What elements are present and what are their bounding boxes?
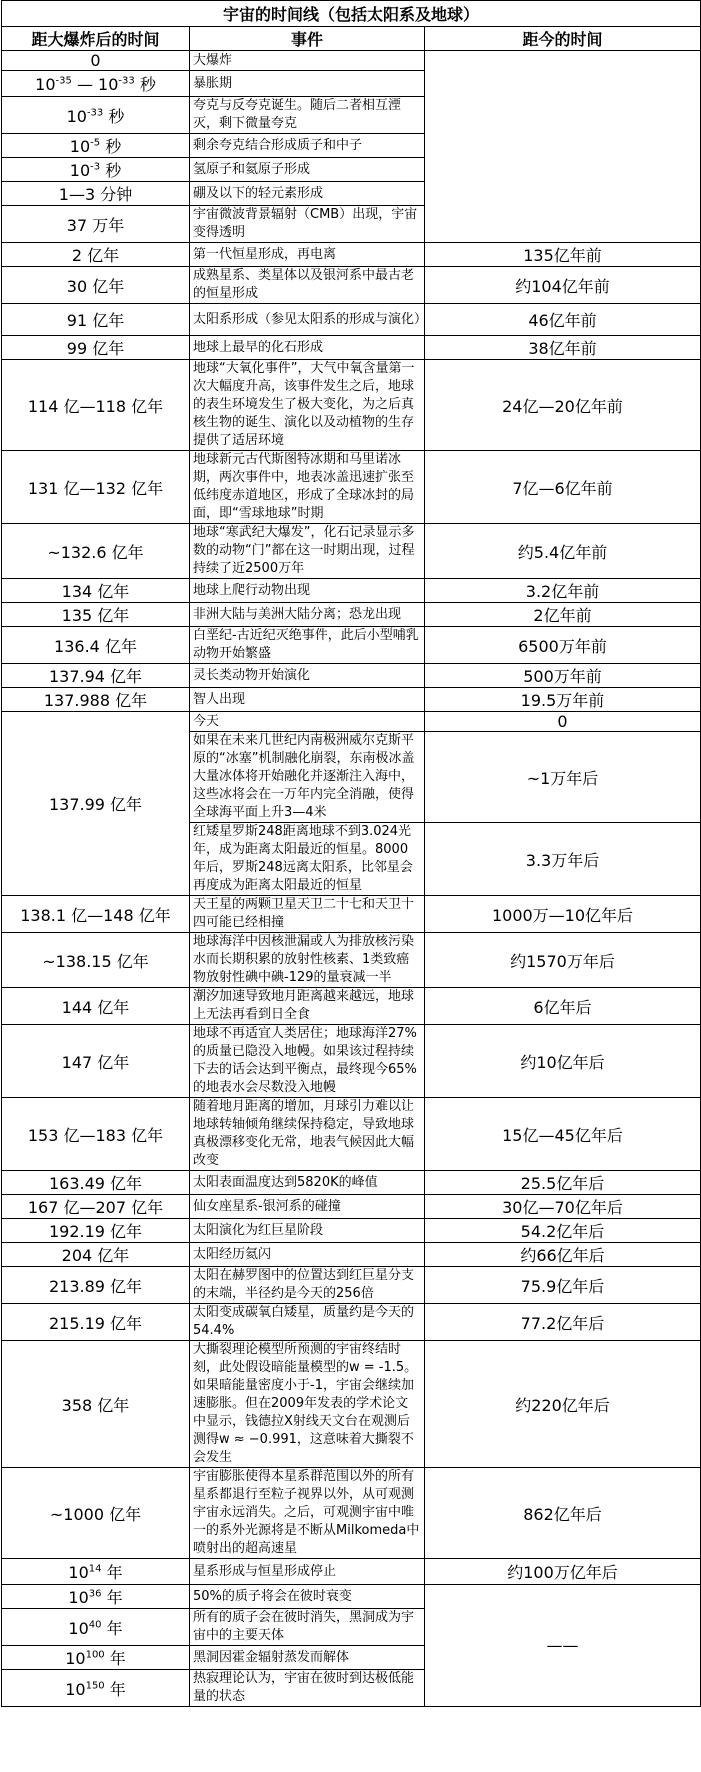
table-row	[2, 336, 701, 360]
time-after-big-bang-cell	[2, 134, 190, 158]
header-time-from-now: 距今的时间	[425, 27, 701, 51]
time-from-now-cell: 2亿年前	[425, 603, 701, 627]
event-cell: 地球海洋中因核泄漏或人为排放核污染水而长期积累的放射性核素、1类致癌物放射性碘中碘-129的量衰减一半	[190, 933, 425, 988]
header-row	[2, 27, 701, 51]
event-cell: 大爆炸	[190, 51, 425, 71]
table-row	[2, 712, 701, 732]
time-from-now-cell: 6500万年前	[425, 627, 701, 664]
table-row	[2, 524, 701, 579]
time-from-now-cell: 77.2亿年后	[425, 1304, 701, 1341]
time-unit: 年	[101, 1563, 123, 1582]
time-after-big-bang-cell: 138.1 亿—148 亿年	[2, 896, 190, 933]
time-from-now-cell: 15亿—45亿年后	[425, 1098, 701, 1171]
time-exponent: 100	[85, 1649, 105, 1661]
time-after-big-bang-cell: 213.89 亿年	[2, 1267, 190, 1304]
time-after-big-bang-cell: 0	[2, 51, 190, 71]
time-exponent: 14	[88, 1563, 102, 1575]
time-base: 10	[35, 75, 56, 94]
time-after-big-bang-cell	[2, 1646, 190, 1670]
time-base: 10	[69, 161, 91, 180]
table-row	[2, 451, 701, 524]
time-from-now-cell: 约100万亿年后	[425, 1559, 701, 1585]
table-row	[2, 1304, 701, 1341]
event-cell: 大撕裂理论模型所预测的宇宙终结时刻，此处假设暗能量模型的w = -1.5。如果暗能量密度小于-1，宇宙会继续加速膨胀。但在2009年发表的学术论文中显示，钱德拉X射线天文台在观测后测得w ≈ −0.991，这意味着大撕裂不会发生	[190, 1341, 425, 1468]
table-row	[2, 579, 701, 603]
table-row	[2, 360, 701, 451]
table-row	[2, 988, 701, 1025]
time-after-big-bang-cell: 147 亿年	[2, 1025, 190, 1098]
time-from-now-cell: 30亿—70亿年后	[425, 1195, 701, 1219]
event-cell: 非洲大陆与美洲大陆分离；恐龙出现	[190, 603, 425, 627]
time-exponent: -3	[90, 161, 101, 173]
time-after-big-bang-cell: 30 亿年	[2, 267, 190, 304]
event-cell: 随着地月距离的增加，月球引力难以让地球转轴倾角继续保持稳定，导致地球真极漂移变化无常，地表气候因此大幅改变	[190, 1098, 425, 1171]
time-after-big-bang-cell	[2, 1559, 190, 1585]
time-from-now-cell: 862亿年后	[425, 1468, 701, 1559]
time-after-big-bang-cell	[2, 1585, 190, 1609]
event-cell: 太阳经历氦闪	[190, 1243, 425, 1267]
time-base: 10	[68, 1618, 89, 1638]
time-base: 10	[66, 106, 87, 126]
time-after-big-bang-cell: 163.49 亿年	[2, 1171, 190, 1195]
table-row	[2, 1243, 701, 1267]
time-after-big-bang-cell: 99 亿年	[2, 336, 190, 360]
event-cell: 地球不再适宜人类居住；地球海洋27%的质量已隐没入地幔。如果该过程持续下去的话会达到平衡点，最终现今65%的地表水会尽数没入地幔	[190, 1025, 425, 1098]
time-from-now-cell: 135亿年前	[425, 243, 701, 267]
event-cell: 黑洞因霍金辐射蒸发而解体	[190, 1646, 425, 1670]
event-cell: 红矮星罗斯248距离地球不到3.024光年，成为距离太阳最近的恒星。8000年后，罗斯248远离太阳系，比邻星会再度成为距离太阳最近的恒星	[190, 823, 425, 896]
time-unit: 秒	[100, 161, 122, 180]
table-row	[2, 304, 701, 336]
time-after-big-bang-cell: ~132.6 亿年	[2, 524, 190, 579]
time-unit: 秒	[103, 106, 125, 126]
table-row	[2, 267, 701, 304]
event-cell: 智人出现	[190, 688, 425, 712]
time-middle: — 10	[71, 75, 119, 94]
event-cell: 第一代恒星形成，再电离	[190, 243, 425, 267]
table-row	[2, 1341, 701, 1468]
time-from-now-cell: 38亿年前	[425, 336, 701, 360]
time-from-now-cell: 54.2亿年后	[425, 1219, 701, 1243]
time-after-big-bang-cell: 204 亿年	[2, 1243, 190, 1267]
event-cell: 太阳表面温度达到5820K的峰值	[190, 1171, 425, 1195]
table-row	[2, 1468, 701, 1559]
event-cell: 天王星的两颗卫星天卫二十七和天卫十四可能已经相撞	[190, 896, 425, 933]
table-row	[2, 243, 701, 267]
time-after-big-bang-cell: 192.19 亿年	[2, 1219, 190, 1243]
time-after-big-bang-cell	[2, 71, 190, 97]
table-row	[2, 1171, 701, 1195]
table-row	[2, 1219, 701, 1243]
time-from-now-cell: 3.3万年后	[425, 823, 701, 896]
table-row	[2, 664, 701, 688]
event-cell: 硼及以下的轻元素形成	[190, 182, 425, 206]
time-from-now-cell: ——	[425, 1585, 701, 1707]
time-exponent: 36	[88, 1588, 102, 1600]
time-from-now-cell: 25.5亿年后	[425, 1171, 701, 1195]
time-from-now-cell	[425, 51, 701, 243]
event-cell: 地球“大氧化事件”，大气中氧含量第一次大幅度升高，该事件发生之后，地球的表生环境发生了极大变化，为之后真核生物的诞生、演化以及动植物的生存提供了适居环境	[190, 360, 425, 451]
time-from-now-cell: 0	[425, 712, 701, 732]
time-after-big-bang-cell: 167 亿—207 亿年	[2, 1195, 190, 1219]
event-cell: 热寂理论认为，宇宙在彼时到达极低能量的状态	[190, 1670, 425, 1707]
time-from-now-cell: 3.2亿年前	[425, 579, 701, 603]
timeline-table	[1, 0, 701, 1707]
time-after-big-bang-cell: 2 亿年	[2, 243, 190, 267]
time-after-big-bang-cell: 91 亿年	[2, 304, 190, 336]
event-cell: 太阳演化为红巨星阶段	[190, 1219, 425, 1243]
table-title: 宇宙的时间线（包括太阳系及地球）	[2, 1, 701, 27]
event-cell: 地球“寒武纪大爆发”，化石记录显示多数的动物“门”都在这一时期出现，过程持续了近2500万年	[190, 524, 425, 579]
time-exponent: 150	[85, 1680, 105, 1692]
time-after-big-bang-cell	[2, 1670, 190, 1707]
event-cell: 今天	[190, 712, 425, 732]
time-after-big-bang-cell: 135 亿年	[2, 603, 190, 627]
time-base: 10	[68, 1563, 89, 1582]
time-after-big-bang-cell: ~138.15 亿年	[2, 933, 190, 988]
time-after-big-bang-cell: 114 亿—118 亿年	[2, 360, 190, 451]
event-cell: 太阳系形成（参见太阳系的形成与演化）	[190, 304, 425, 336]
time-from-now-cell: 约1570万年后	[425, 933, 701, 988]
time-after-big-bang-cell: 1—3 分钟	[2, 182, 190, 206]
table-row	[2, 688, 701, 712]
time-unit: 秒	[134, 75, 156, 94]
time-unit: 年	[101, 1618, 123, 1638]
time-from-now-cell: 约66亿年后	[425, 1243, 701, 1267]
time-unit: 年	[104, 1649, 126, 1668]
table-row	[2, 1559, 701, 1585]
time-exponent: 40	[88, 1619, 102, 1631]
event-cell: 星系形成与恒星形成停止	[190, 1559, 425, 1585]
event-cell: 地球上最早的化石形成	[190, 336, 425, 360]
table-row	[2, 627, 701, 664]
event-cell: 潮汐加速导致地月距离越来越远，地球上无法再看到日全食	[190, 988, 425, 1025]
time-from-now-cell: 46亿年前	[425, 304, 701, 336]
event-cell: 太阳在赫罗图中的位置达到红巨星分支的末端，半径约是今天的256倍	[190, 1267, 425, 1304]
event-cell: 宇宙膨胀使得本星系群范围以外的所有星系都退行至粒子视界以外，从可观测宇宙永远消失。之后，可观测宇宙中唯一的系外光源将是不断从Milkomeda中喷射出的超高速星	[190, 1468, 425, 1559]
time-after-big-bang-cell	[2, 97, 190, 134]
time-after-big-bang-cell: 137.94 亿年	[2, 664, 190, 688]
time-after-big-bang-cell: 136.4 亿年	[2, 627, 190, 664]
table-row	[2, 603, 701, 627]
table-row	[2, 1585, 701, 1609]
time-from-now-cell: 1000万—10亿年后	[425, 896, 701, 933]
time-from-now-cell: 24亿—20亿年前	[425, 360, 701, 451]
time-after-big-bang-cell: 144 亿年	[2, 988, 190, 1025]
event-cell: 如果在未来几世纪内南极洲威尔克斯平原的“冰塞”机制融化崩裂，东南极冰盖大量冰体将开始融化并逐渐注入海中，这些冰将会在一万年内完全消融，使得全球海平面上升3—4米	[190, 732, 425, 823]
table-row	[2, 51, 701, 71]
time-from-now-cell: 约220亿年后	[425, 1341, 701, 1468]
event-cell: 地球上爬行动物出现	[190, 579, 425, 603]
table-row	[2, 1098, 701, 1171]
time-after-big-bang-cell: 134 亿年	[2, 579, 190, 603]
table-row	[2, 1025, 701, 1098]
time-after-big-bang-cell: 358 亿年	[2, 1341, 190, 1468]
event-cell: 仙女座星系-银河系的碰撞	[190, 1195, 425, 1219]
event-cell: 地球新元古代斯图特冰期和马里诺冰期，两次事件中，地表冰盖迅速扩张至低纬度赤道地区，形成了全球冰封的局面，即“雪球地球”时期	[190, 451, 425, 524]
time-after-big-bang-cell: 215.19 亿年	[2, 1304, 190, 1341]
time-after-big-bang-cell: 153 亿—183 亿年	[2, 1098, 190, 1171]
table-row	[2, 1267, 701, 1304]
time-after-big-bang-cell: 131 亿—132 亿年	[2, 451, 190, 524]
time-base: 10	[65, 1679, 86, 1699]
event-cell: 成熟星系、类星体以及银河系中最古老的恒星形成	[190, 267, 425, 304]
header-event: 事件	[190, 27, 425, 51]
time-from-now-cell: 6亿年后	[425, 988, 701, 1025]
title-row	[2, 1, 701, 27]
event-cell: 所有的质子会在彼时消失，黑洞成为宇宙中的主要天体	[190, 1609, 425, 1646]
event-cell: 50%的质子将会在彼时衰变	[190, 1585, 425, 1609]
header-time-after-big-bang: 距大爆炸后的时间	[2, 27, 190, 51]
time-from-now-cell: 约104亿年前	[425, 267, 701, 304]
time-base: 10	[69, 137, 91, 156]
event-cell: 宇宙微波背景辐射（CMB）出现，宇宙变得透明	[190, 206, 425, 243]
time-after-big-bang-cell: 137.988 亿年	[2, 688, 190, 712]
event-cell: 夸克与反夸克诞生。随后二者相互湮灭，剩下微量夸克	[190, 97, 425, 134]
time-exponent: -5	[90, 137, 101, 149]
time-after-big-bang-cell: 37 万年	[2, 206, 190, 243]
time-from-now-cell: 约5.4亿年前	[425, 524, 701, 579]
time-from-now-cell: 75.9亿年后	[425, 1267, 701, 1304]
time-base: 10	[68, 1588, 89, 1607]
time-exponent: -33	[118, 75, 135, 87]
event-cell: 剩余夸克结合形成质子和中子	[190, 134, 425, 158]
time-from-now-cell: ~1万年后	[425, 732, 701, 823]
time-after-big-bang-cell	[2, 158, 190, 182]
event-cell: 太阳变成碳氧白矮星，质量约是今天的54.4%	[190, 1304, 425, 1341]
time-after-big-bang-cell: ~1000 亿年	[2, 1468, 190, 1559]
time-base: 10	[65, 1649, 86, 1668]
time-from-now-cell: 500万年前	[425, 664, 701, 688]
event-cell: 白垩纪-古近纪灭绝事件，此后小型哺乳动物开始繁盛	[190, 627, 425, 664]
time-after-big-bang-cell: 137.99 亿年	[2, 712, 190, 896]
event-cell: 暴胀期	[190, 71, 425, 97]
time-unit: 年	[104, 1679, 126, 1699]
table-row	[2, 896, 701, 933]
time-exponent: -35	[55, 75, 72, 87]
time-from-now-cell: 约10亿年后	[425, 1025, 701, 1098]
table-row	[2, 1195, 701, 1219]
time-exponent: -33	[86, 107, 104, 119]
event-cell: 氢原子和氦原子形成	[190, 158, 425, 182]
event-cell: 灵长类动物开始演化	[190, 664, 425, 688]
time-unit: 秒	[100, 137, 122, 156]
time-from-now-cell: 7亿—6亿年前	[425, 451, 701, 524]
table-row	[2, 933, 701, 988]
time-unit: 年	[101, 1588, 123, 1607]
time-after-big-bang-cell	[2, 1609, 190, 1646]
time-from-now-cell: 19.5万年前	[425, 688, 701, 712]
